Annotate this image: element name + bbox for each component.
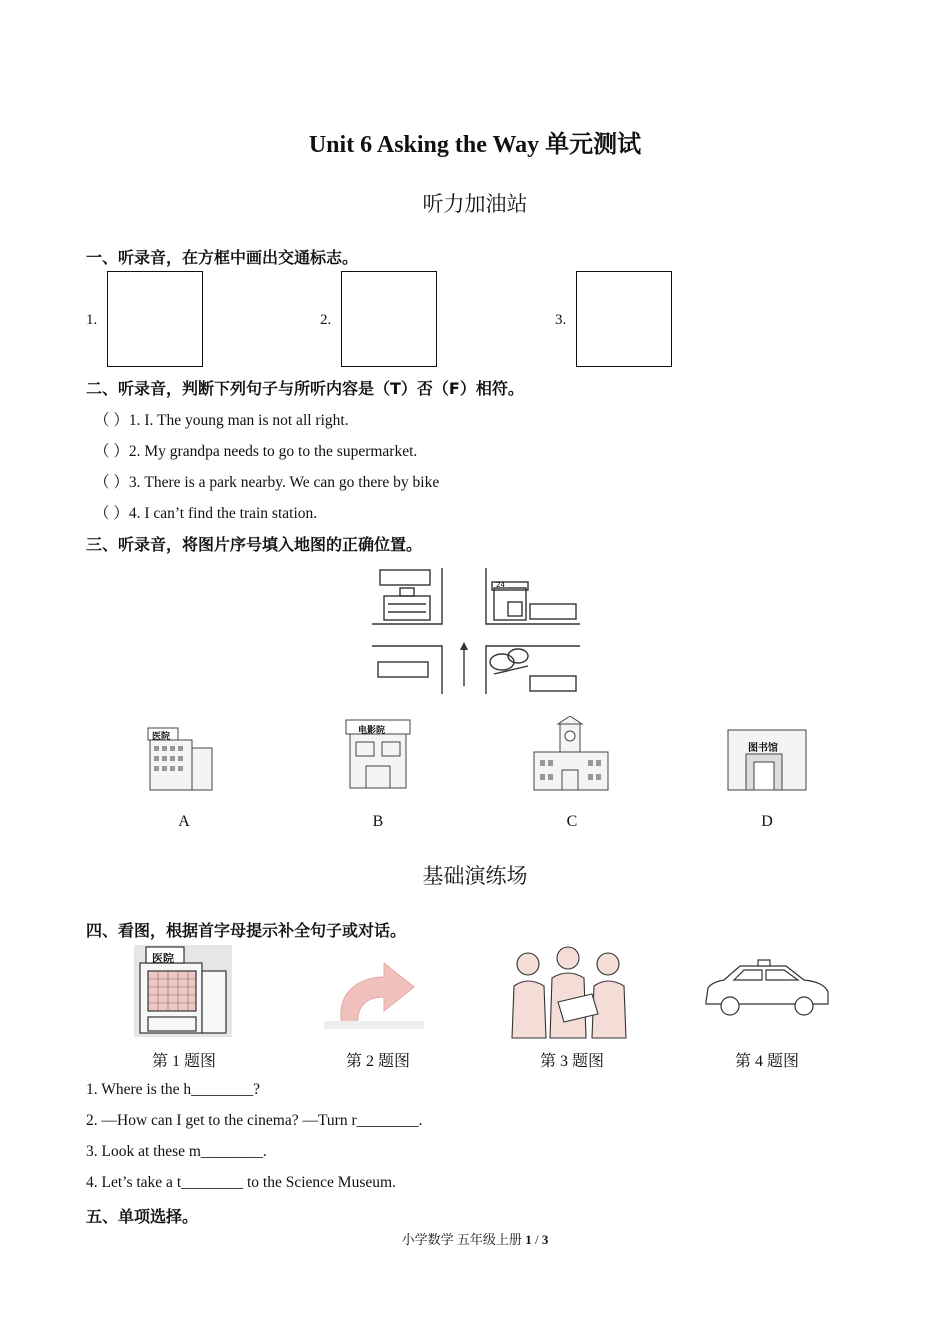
cinema-sign-text: 电影院	[358, 726, 386, 736]
fill-question-4: 4. Let’s take a t________ to the Science Museum.	[86, 1174, 396, 1191]
part1-number-1: 1.	[86, 312, 98, 328]
page-footer	[0, 1229, 950, 1248]
building-label-c: C	[566, 813, 578, 830]
footer-page-number: 1	[525, 1232, 532, 1247]
fill-question-1: 1. Where is the h________?	[86, 1081, 261, 1098]
hospital-sign-text: 医院	[152, 732, 171, 742]
drawing-box-1[interactable]	[107, 271, 203, 367]
people-with-maps-icon	[506, 942, 640, 1040]
fill-question-3: 3. Look at these m________.	[86, 1143, 267, 1160]
building-label-b: B	[372, 813, 384, 830]
judge-item-4: （ ）4. I can’t find the train station.	[94, 505, 318, 522]
footer-total-pages: 3	[541, 1232, 549, 1247]
picture-caption-4: 第 4 题图	[734, 1053, 799, 1070]
hospital-photo-icon	[134, 945, 232, 1037]
hospital-photo-sign-text: 医院	[152, 952, 174, 965]
drawing-box-3[interactable]	[576, 271, 672, 367]
street-map	[372, 566, 582, 698]
map-answer-box-3[interactable]	[378, 662, 428, 677]
fill-question-2: 2. —How can I get to the cinema? —Turn r________.	[86, 1112, 423, 1129]
store-sign-text: 24	[496, 581, 505, 589]
picture-caption-1: 第 1 题图	[151, 1053, 216, 1070]
basic-section-title: 基础演练场	[422, 864, 528, 888]
footer-text: 小学数学 五年级上册	[401, 1232, 526, 1247]
clock-tower-building-icon	[530, 716, 612, 792]
judge-item-3: （ ）3. There is a park nearby. We can go there by bike	[94, 474, 440, 491]
map-answer-box-2[interactable]	[530, 604, 576, 619]
map-answer-box-4[interactable]	[530, 676, 576, 691]
part5-heading: 五、单项选择。	[86, 1207, 199, 1226]
building-label-d: D	[761, 813, 773, 830]
picture-caption-3: 第 3 题图	[539, 1053, 604, 1070]
judge-item-2: （ ）2. My grandpa needs to go to the supermarket.	[94, 443, 418, 460]
library-building-icon	[726, 726, 808, 792]
footer-separator: /	[531, 1232, 542, 1247]
turn-right-arrow-icon	[320, 955, 436, 1037]
building-label-a: A	[178, 813, 190, 830]
part2-heading: 二、听录音，判断下列句子与所听内容是（T）否（F）相符。	[86, 379, 524, 398]
picture-caption-2: 第 2 题图	[345, 1053, 410, 1070]
judge-item-1: （ ）1. I. The young man is not all right.	[94, 412, 349, 429]
library-sign-text: 图书馆	[748, 743, 778, 754]
part4-heading: 四、看图，根据首字母提示补全句子或对话。	[86, 921, 407, 940]
page-title: Unit 6 Asking the Way 单元测试	[308, 132, 642, 158]
part3-heading: 三、听录音，将图片序号填入地图的正确位置。	[86, 535, 423, 554]
map-answer-box-1[interactable]	[380, 570, 430, 585]
part1-number-2: 2.	[320, 312, 332, 328]
part1-heading: 一、听录音，在方框中画出交通标志。	[86, 248, 359, 267]
part1-number-3: 3.	[555, 312, 567, 328]
listening-section-title: 听力加油站	[422, 192, 528, 216]
drawing-box-2[interactable]	[341, 271, 437, 367]
taxi-car-icon	[700, 958, 832, 1024]
